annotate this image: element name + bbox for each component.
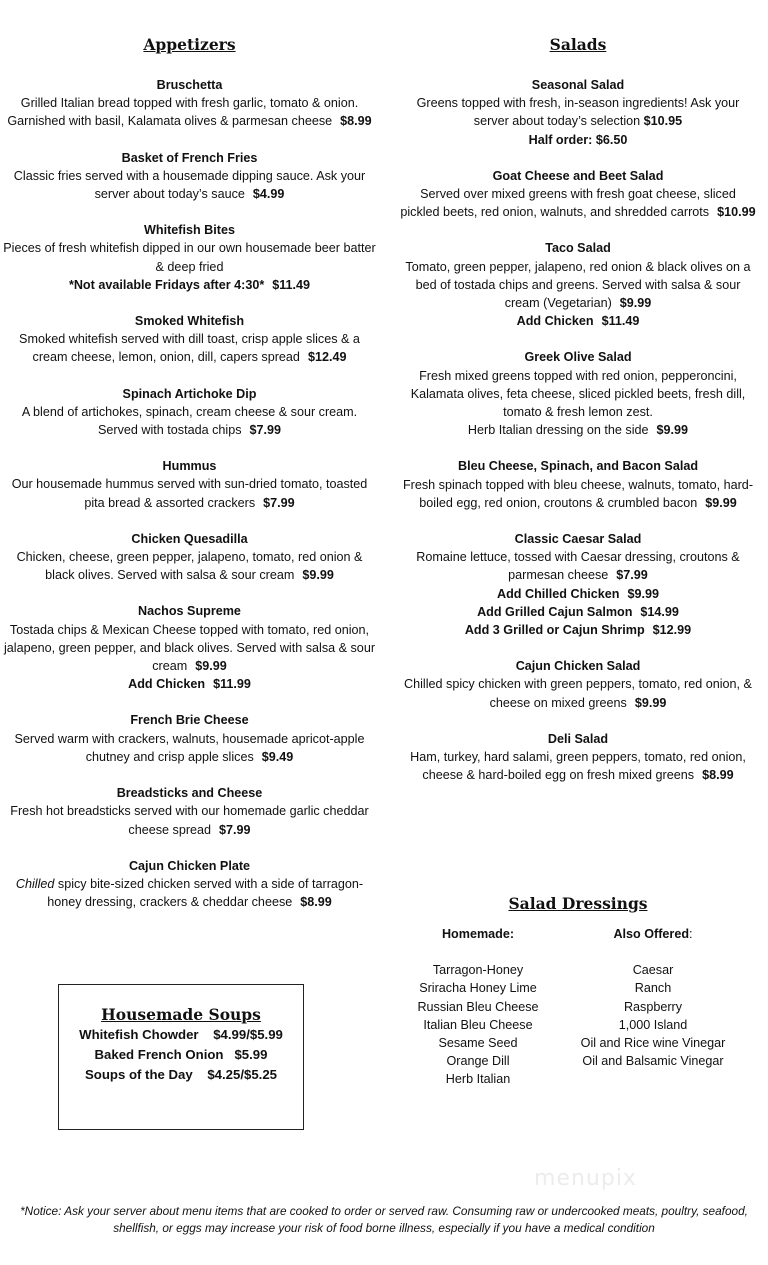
item-name: Deli Salad bbox=[547, 731, 609, 746]
item-price: $4.99 bbox=[252, 187, 285, 202]
dressing-item: 1,000 Island bbox=[618, 1017, 688, 1032]
also-offered-colon: : bbox=[689, 927, 693, 941]
item-name: Bruschetta bbox=[156, 78, 223, 92]
item-description: Served warm with crackers, walnuts, housemade apricot-apple chutney and crisp apple slices bbox=[14, 731, 365, 764]
dressing-item: Raspberry bbox=[623, 999, 683, 1014]
item-addon: Add Chicken bbox=[516, 314, 594, 329]
item-name: Breadsticks and Cheese bbox=[116, 786, 263, 801]
soup-item: Soups of the Day $4.25/$5.25 bbox=[84, 1067, 278, 1082]
soups-heading: Housemade Soups bbox=[101, 1005, 261, 1024]
item-price: $12.49 bbox=[307, 350, 347, 365]
soup-item: Baked French Onion $5.99 bbox=[94, 1047, 268, 1062]
menupix-watermark: menupix bbox=[534, 1166, 637, 1191]
soup-item: Whitefish Chowder $4.99/$5.99 bbox=[79, 1027, 283, 1042]
item-name: Whitefish Bites bbox=[144, 223, 235, 238]
item-price: $8.99 bbox=[300, 895, 332, 910]
menu-item bbox=[400, 730, 756, 785]
item-description: Grilled Italian bread topped with fresh garlic, tomato & onion. Garnished with basil, Kalamata olives & parmesan cheese bbox=[7, 96, 359, 129]
dressing-item: Sesame Seed bbox=[438, 1036, 518, 1051]
menu-item bbox=[2, 385, 377, 440]
item-addon: Add Chicken bbox=[128, 677, 206, 692]
item-price: $9.99 bbox=[656, 423, 689, 438]
item-addon-price: $12.99 bbox=[652, 623, 692, 638]
item-price: $8.99 bbox=[702, 768, 734, 783]
menu-item bbox=[400, 530, 756, 639]
menu-item bbox=[2, 457, 377, 512]
item-name: Bleu Cheese, Spinach, and Bacon Salad bbox=[457, 459, 699, 474]
menu-item bbox=[400, 167, 756, 222]
item-addon-price: $11.49 bbox=[601, 314, 640, 329]
item-price: $7.99 bbox=[249, 423, 282, 438]
item-price: $7.99 bbox=[263, 495, 295, 510]
item-description: Chilled spicy chicken with green peppers, tomato, red onion, & cheese on mixed greens bbox=[404, 677, 752, 710]
item-description: Fresh hot breadsticks served with our homemade garlic cheddar cheese spread bbox=[10, 804, 369, 837]
homemade-label: Homemade: bbox=[441, 927, 515, 941]
item-description: Tomato, green pepper, jalapeno, red onion & black olives on a bed of tostada chips and greens. Served with salsa & sour cream (Vegetarian) bbox=[405, 259, 751, 311]
item-description: Our housemade hummus served with sun-dried tomato, toasted pita bread & assorted crackers bbox=[11, 477, 368, 510]
salad-dressings bbox=[400, 893, 756, 1089]
item-name: Nachos Supreme bbox=[138, 604, 241, 619]
item-description: Chicken, cheese, green pepper, jalapeno, tomato, red onion & black olives. Served with salsa & sour cream bbox=[16, 550, 363, 583]
item-name: Smoked Whitefish bbox=[134, 314, 245, 329]
item-name: Classic Caesar Salad bbox=[514, 532, 642, 547]
menu-item bbox=[400, 348, 756, 439]
item-name: Chicken Quesadilla bbox=[131, 531, 248, 546]
item-description-italic: Chilled bbox=[15, 876, 55, 891]
item-name: Hummus bbox=[162, 459, 217, 474]
item-price: $10.95 bbox=[643, 114, 683, 129]
dressings-heading: Salad Dressings bbox=[508, 894, 648, 913]
homemade-dressings bbox=[403, 925, 553, 1089]
menu-item bbox=[2, 312, 377, 367]
item-half-order: Half order: $6.50 bbox=[528, 132, 628, 147]
item-name: Basket of French Fries bbox=[121, 150, 258, 165]
also-offered-dressings bbox=[553, 925, 753, 1089]
also-offered-label: Also Offered bbox=[613, 927, 690, 941]
item-description: Romaine lettuce, tossed with Caesar dressing, croutons & parmesan cheese bbox=[416, 550, 740, 583]
menu-item bbox=[400, 76, 756, 149]
item-name: Cajun Chicken Plate bbox=[128, 858, 251, 873]
item-description: Fresh mixed greens topped with red onion, pepperoncini, Kalamata olives, feta cheese, sliced pickled beets, fresh dill, tomato & fresh lemon zest. bbox=[410, 368, 746, 420]
item-description: Ham, turkey, hard salami, green peppers, tomato, red onion, cheese & hard-boiled egg on fresh mixed greens bbox=[410, 750, 746, 783]
item-description: Served over mixed greens with fresh goat cheese, sliced pickled beets, red onion, walnuts, and shredded carrots bbox=[400, 187, 736, 220]
dressing-item: Sriracha Honey Lime bbox=[419, 981, 537, 996]
menu-item bbox=[2, 857, 377, 912]
menu-item bbox=[2, 711, 377, 766]
menu-item bbox=[400, 239, 756, 330]
item-price: $9.99 bbox=[634, 695, 667, 710]
dressing-item: Herb Italian bbox=[445, 1072, 511, 1087]
item-note: *Not available Fridays after 4:30* bbox=[68, 277, 265, 292]
item-name: Greek Olive Salad bbox=[524, 350, 632, 365]
item-description: Classic fries served with a housemade dipping sauce. Ask your server about today’s sauce bbox=[13, 168, 366, 202]
item-description: Tostada chips & Mexican Cheese topped with tomato, red onion, jalapeno, green pepper, and black olives. Served with salsa & sour cream bbox=[3, 622, 376, 674]
salads-column bbox=[400, 34, 756, 803]
item-dressing-note: Herb Italian dressing on the side bbox=[467, 423, 649, 438]
item-price: $8.99 bbox=[340, 114, 372, 129]
item-price: $7.99 bbox=[616, 568, 648, 583]
item-price: $9.99 bbox=[195, 659, 227, 674]
menu-item bbox=[400, 457, 756, 512]
item-name: Goat Cheese and Beet Salad bbox=[492, 168, 664, 183]
dressing-item: Italian Bleu Cheese bbox=[423, 1017, 533, 1032]
item-price: $11.49 bbox=[272, 277, 311, 292]
appetizers-heading: Appetizers bbox=[143, 35, 236, 54]
menu-item bbox=[2, 784, 377, 839]
menu-item bbox=[400, 657, 756, 712]
item-description: spicy bite-sized chicken served with a side of tarragon-honey dressing, crackers & cheddar cheese bbox=[47, 876, 364, 910]
item-name: Taco Salad bbox=[545, 241, 611, 256]
menu-item bbox=[2, 149, 377, 204]
item-description: Fresh spinach topped with bleu cheese, walnuts, tomato, hard-boiled egg, red onion, croutons & crumbled bacon bbox=[402, 477, 754, 510]
item-name: Cajun Chicken Salad bbox=[515, 659, 641, 674]
appetizers-column bbox=[2, 34, 377, 929]
item-price: $9.99 bbox=[302, 568, 334, 583]
item-addon-price: $11.99 bbox=[213, 677, 251, 692]
salads-heading: Salads bbox=[549, 35, 607, 54]
item-addon: Add Chilled Chicken bbox=[497, 586, 620, 601]
dressing-item: Oil and Balsamic Vinegar bbox=[582, 1054, 724, 1069]
menu-item bbox=[2, 602, 377, 693]
item-addon: Add 3 Grilled or Cajun Shrimp bbox=[464, 623, 645, 638]
item-name: Seasonal Salad bbox=[531, 78, 625, 92]
item-addon-price: $9.99 bbox=[627, 586, 659, 601]
dressing-item: Orange Dill bbox=[446, 1054, 510, 1069]
item-name: Spinach Artichoke Dip bbox=[122, 386, 257, 401]
item-price: $10.99 bbox=[717, 205, 756, 220]
food-safety-notice: *Notice: Ask your server about menu items that are cooked to order or served raw. Consuming raw or undercooked meats, poultry, seafood, shellfish, or eggs may increase your risk of food borne illness, especially if you have a medical condition bbox=[20, 1204, 748, 1235]
item-description: Greens topped with fresh, in-season ingredients! Ask your server about today’s selection bbox=[416, 96, 740, 129]
item-addon-price: $14.99 bbox=[640, 604, 679, 619]
dressing-item: Oil and Rice wine Vinegar bbox=[580, 1036, 726, 1051]
item-price: $9.49 bbox=[261, 749, 294, 764]
item-price: $9.99 bbox=[705, 495, 737, 510]
dressing-item: Ranch bbox=[634, 981, 672, 996]
menu-item bbox=[2, 76, 377, 131]
item-price: $9.99 bbox=[619, 296, 652, 311]
menu-item bbox=[2, 221, 377, 294]
item-description: Smoked whitefish served with dill toast, crisp apple slices & a cream cheese, lemon, onion, dill, capers spread bbox=[19, 332, 360, 365]
item-addon: Add Grilled Cajun Salmon bbox=[477, 604, 633, 619]
dressing-item: Russian Bleu Cheese bbox=[417, 999, 539, 1014]
item-description: A blend of artichokes, spinach, cream cheese & sour cream. Served with tostada chips bbox=[21, 404, 358, 438]
item-description: Pieces of fresh whitefish dipped in our own housemade beer batter & deep fried bbox=[3, 241, 376, 274]
dressing-item: Caesar bbox=[632, 963, 674, 978]
item-name: French Brie Cheese bbox=[130, 713, 249, 728]
housemade-soups-box bbox=[58, 984, 304, 1130]
item-price: $7.99 bbox=[219, 822, 251, 837]
menu-item bbox=[2, 530, 377, 585]
dressing-item: Tarragon-Honey bbox=[432, 963, 524, 978]
